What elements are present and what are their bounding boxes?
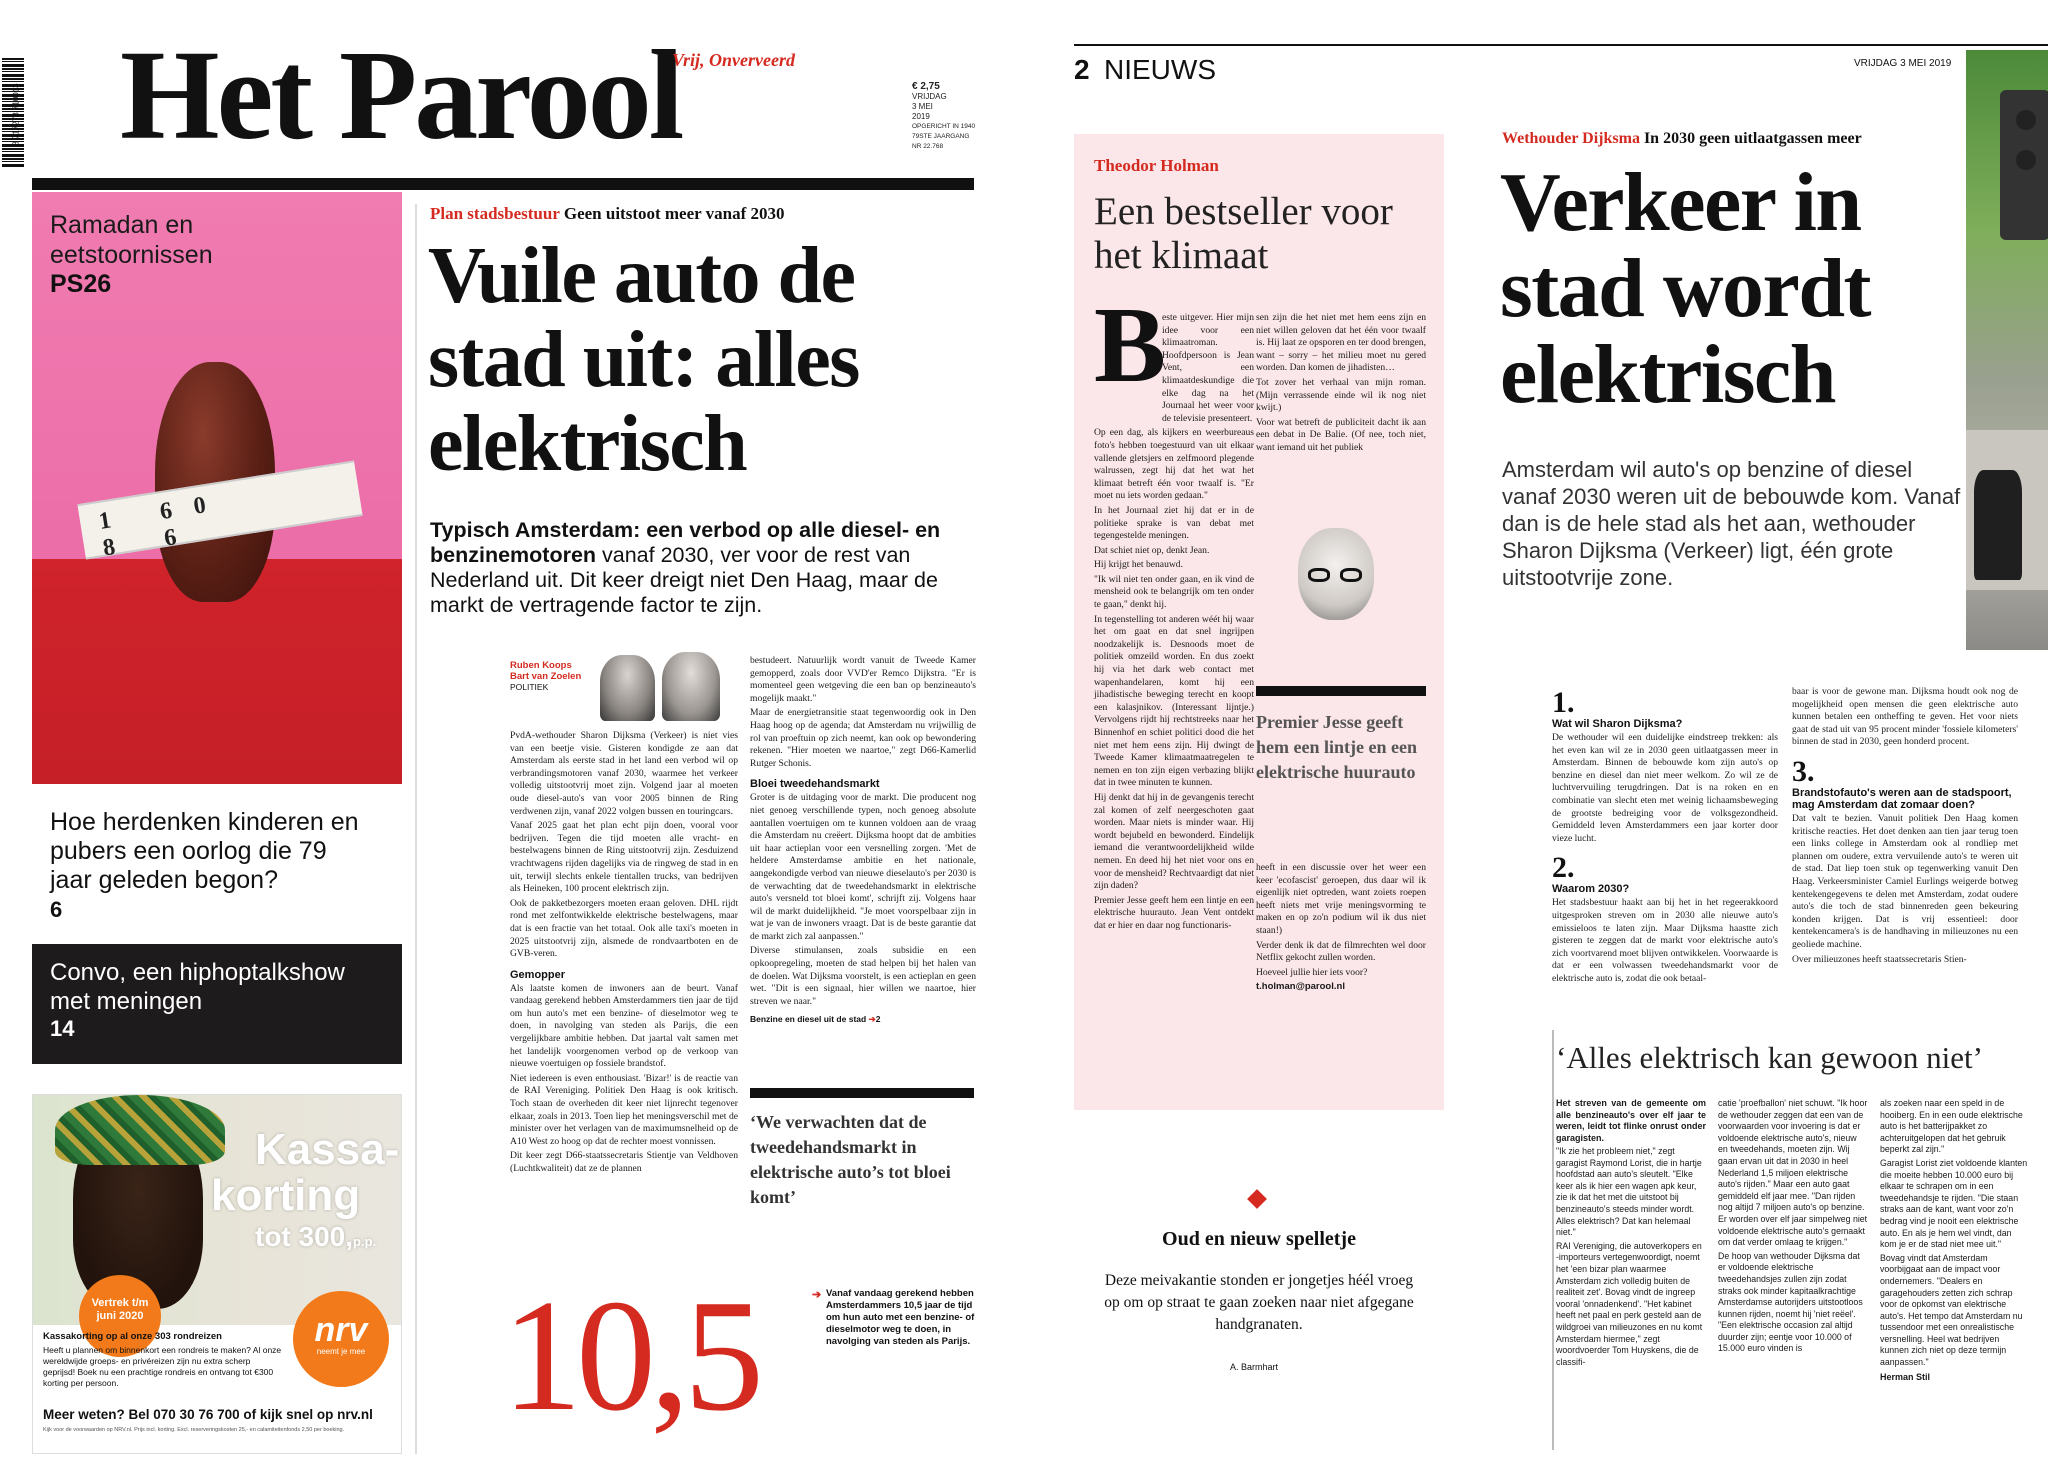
convo-title: Convo, een hiphoptalkshow met meningen: [50, 959, 345, 1015]
column-pullquote: Premier Jesse geeft hem een lintje en een elektrische huurauto: [1256, 712, 1417, 782]
right-kicker-black: In 2030 geen uitlaatgassen meer: [1643, 130, 1862, 147]
column-c1-p9: Premier Jesse geeft hem een lintje en een elektrische huurauto. Jean Vent ontdekt dat er hier en daar nog functionaris-: [1094, 894, 1254, 931]
left-col-1: [510, 730, 738, 1178]
left-lead-bold: Typisch Amsterdam: een verbod op alle diesel- en benzinemotoren: [430, 518, 941, 567]
left-lead-rest: vanaf 2030, ver voor de rest van Nederland uit. Dit keer dreigt niet Den Haag, maar de markt de vertragende factor te zijn.: [430, 543, 938, 617]
ad-big-text-2: korting: [211, 1171, 361, 1220]
big-number: 10,5: [502, 1266, 758, 1444]
issue-founded: OPGERICHT IN 1940: [912, 123, 976, 130]
left-col1-p2: Vanaf 2025 gaat het plan echt pijn doen, vooral voor bedrijven. Tegen die tijd moeten alle vracht- en bestelwagens binnen de Ring uitstootvrij zijn. Zesduizend vrachtwagens rijden dagelijks via de ringweg de stad in en uit, terwijl slechts enkele tientallen trucks, van bedrijven als Heineken, 100 procent elektrisch zijn.: [510, 820, 738, 895]
author-photo-2: [662, 652, 720, 721]
nrv-logo: [293, 1291, 389, 1387]
left-col2-p1: bestudeert. Natuurlijk wordt vanuit de Tweede Kamer gemopperd, zoals door VVD'er Remco Dijkstra. "Er is momenteel geen wetgeving die een ban op benzineauto's mogelijk maakt.": [750, 655, 976, 704]
date-fruit-image: 1 60 8 6: [140, 362, 290, 612]
kinderen-ref: 6: [50, 897, 63, 922]
barcode-number: 8 717278 710013: [11, 83, 21, 146]
masthead-rule: [32, 178, 974, 190]
nrv-ad[interactable]: [32, 1094, 402, 1454]
crossref-page: 2: [875, 1014, 881, 1025]
left-col1-p3: Ook de pakketbezorgers moeten eraan geloven. DHL rijdt rond met zelfontwikkelde elektrische bestelwagens, maar dat is een fractie van het totaal. Ook alle taxi's moeten in 2025 uitstootvrij zijn, alsmede de rondvaartboten en de GVB-veren.: [510, 897, 738, 960]
column-author: Theodor Holman: [1094, 156, 1219, 175]
column-col-1: [1094, 312, 1254, 935]
cartoon-title: Oud en nieuw spelletje: [1162, 1228, 1356, 1250]
a2: Het stadsbestuur haakt aan bij het in het regeerakkoord uitgesproken streven om in 2030 alle nieuwe auto's emissieloos te laten zijn. Maar Dijksma haastte zich gisteren te zeggen dat de markt voor elektrische auto's zich voortvarend moet blijven ontwikkelen. Voorwaarde is dat er een volwassen tweedehandsmarkt voor de elektrische auto is, zodat die ook betaal-: [1552, 897, 1778, 984]
right-kicker: [1502, 130, 1862, 148]
column-c3-p1: heeft in een discussie over het weer een keer 'ecofascist' geroepen, dus daar wil ik eigenlijk niet optreden, want zoiets roepen heeft niets met vrije meningsvorming te maken en op zo'n podium wil ik dus niet staan!): [1256, 862, 1426, 936]
crossref-arrow-icon: ➔: [868, 1014, 876, 1025]
issue-volume: 79STE JAARGANG: [912, 133, 970, 140]
column-headline: Een bestseller voor het klimaat: [1094, 190, 1393, 277]
substory-col-2: [1718, 1098, 1868, 1357]
issue-date: 3 MEI: [912, 102, 933, 111]
issue-info: [912, 82, 982, 152]
column-email[interactable]: t.holman@parool.nl: [1256, 981, 1345, 993]
crossref[interactable]: [750, 1014, 976, 1025]
sub-s6: Garagist Lorist ziet voldoende klanten die moeite hebben 10.000 euro bij elkaar te schrapen om in een tweedehandsje te rijden. "Die staan straks aan de kant, want voor zo'n bedrag vind je nooit een elektrische auto. En als je hem wel vindt, dan kom je er de stad niet mee uit.": [1880, 1157, 2028, 1250]
issue-day: VRIJDAG: [912, 92, 947, 101]
left-col1-p5: Niet iedereen is even enthousiast. 'Bizar!' is de reactie van de RAI Vereniging. Politiek Den Haag is ook kritisch. Toch staan de overheden dit keer niet lijnrecht tegenover elkaar, zoals in 2013. Toen liep het meningsverschil met de minister over het verlagen van de maximumsnelheid op de A10 West zo hoog op dat de rechter moest vonnissen.: [510, 1072, 738, 1147]
sub-s4: De hoop van wethouder Dijksma dat er voldoende elektrische tweedehandsjes zullen zijn zodat straks ook minder kapitaalkrachtige Amsterdamse autorijders uitstootloos kunnen rijden, noemt hij 'niet reëel'. "Een elektrische occasion zal altijd duurder zijn; eentje voor 10.000 of 15.000 euro vinden is: [1718, 1250, 1863, 1354]
cartoon-artist: A. Barmhart: [1230, 1362, 1279, 1372]
a3b: Over milieuzones heeft staatssecretaris Stien-: [1792, 953, 1967, 965]
qa-col-2: [1792, 686, 2018, 968]
nrv-logo-sub: neemt je mee: [316, 1347, 366, 1356]
dropcap: B: [1094, 286, 1167, 405]
right-intro: Amsterdam wil auto's op benzine of diesel vanaf 2030 weren uit de bebouwde kom. Vanaf dan is de hele stad als het aan, wethouder Sharon Dijksma (Verkeer) ligt, één grote uitstootvrije zone.: [1502, 457, 1961, 590]
traffic-photo: [1966, 50, 2048, 650]
issue-year: 2019: [912, 112, 930, 121]
q1-text: Wat wil Sharon Dijksma?: [1552, 718, 1683, 730]
column-col-3: [1256, 862, 1426, 996]
column-c3-p2: Verder denk ik dat de filmrechten wel door Netflix gekocht zullen worden.: [1256, 939, 1426, 964]
left-col1-p1: PvdA-wethouder Sharon Dijksma (Verkeer) is niet vies van een beetje visie. Gisteren kondigde ze aan dat Amsterdam als eerste stad in het land een verbod wil op verbrandingsmotoren vanaf 2030, waarmee het verkeer volledig uitstootvrij moet zijn. Volgend jaar al moeten oude diesel-auto's van voor 2005 binnen de Ring verdwenen zijn, vanaf 2022 volgen bussen en touringcars.: [510, 730, 738, 817]
departure-line-2: juni 2020: [96, 1310, 144, 1322]
left-kicker-red: Plan stadsbestuur: [430, 204, 560, 223]
masthead-slogan: Vrij, Onverveerd: [672, 50, 795, 70]
left-col2-p2: Maar de energietransitie staat tegenwoordig ook in Den Haag hoog op de agenda; dat Amsterdam nu vrijwillig de rol van proeftuin op zich neemt, kan ook op bewondering rekenen. "Hier moeten we naartoe," zegt D66-Kamerlid Rutger Schonis.: [750, 707, 976, 769]
left-pullquote: ‘We verwachten dat de tweedehandsmarkt in elektrische auto’s tot bloei komt’: [750, 1112, 951, 1207]
left-col2-h1: Bloei tweedehandsmarkt: [750, 778, 880, 791]
ad-pp: p.p.: [353, 1234, 377, 1249]
crossref-text: Benzine en diesel uit de stad: [750, 1014, 867, 1025]
byline-section: POLITIEK: [510, 682, 549, 692]
author-2: Bart van Zoelen: [510, 671, 582, 682]
sub-s1: "Ik zie het probleem niet," zegt garagist Raymond Lorist, die in hartje hoofdstad aan auto's sleutelt. "Elke keer als ik hier een wagen apk keur, zie ik dat het met die uitstoot bij benzineauto's steeds minder wordt. Alles elektrisch? Dat kan helemaal niet.": [1556, 1146, 1702, 1238]
big-number-text: Vanaf vandaag gerekend hebben Amsterdammers 10,5 jaar de tijd om hun auto met een benzine- of dieselmotor weg te doen, in navolging van steden als Parijs.: [826, 1288, 975, 1347]
column-c1-p1: este uitgever. Hier mijn idee voor een klimaatroman. Hoofdpersoon is Jean Vent, een klimaatdeskundige die elke dag na het Journaal het weer voor de televisie presenteert.: [1162, 312, 1254, 424]
convo-ref: 14: [50, 1016, 75, 1041]
right-top-rule: [1074, 44, 2048, 46]
masthead-title: Het Parool: [120, 24, 682, 166]
page-date: VRIJDAG 3 MEI 2019: [1854, 58, 1952, 69]
pullquote-rule: [750, 1088, 974, 1098]
ramadan-title: Ramadan en eetstoornissen: [50, 211, 213, 269]
right-headline: Verkeer in stad wordt elektrisch: [1500, 156, 1871, 421]
a1: De wethouder wil een duidelijke eindstreep trekken: als het even kan wil ze in 2030 geen uitlaatgassen meer in Amsterdam. Binnen de bebouwde kom zijn auto's op benzine en diesel dan niet meer welkom. Zo wil ze de luchtvervuiling terugdringen. Dat is na roken en en combinatie van slecht eten met weinig lichaamsbeweging de grootste bedreiging voor de volksgezondheid. Gemiddeld leven Amsterdammers een jaar korter door vieze lucht.: [1552, 732, 1778, 844]
q2-number: 2.: [1552, 851, 1575, 885]
q3: [1792, 754, 2018, 811]
column-c1-p5: Hij krijgt het benauwd.: [1094, 559, 1183, 571]
left-col2-p4: Diverse stimulansen, zoals subsidie en een opkoopregeling, moeten de stad helpen bij het halen van de doelen. Wat Dijksma voorstelt, is een actieplan en geen wet. "Dit is een signaal, hier willen we naartoe, hier streven we naar.": [750, 945, 976, 1007]
q1: [1552, 688, 1778, 730]
sub-lead: Het streven van de gemeente om alle benzineauto's over elf jaar te weren, leidt tot flinke onrust onder garagisten.: [1556, 1098, 1706, 1143]
issue-price: € 2,75: [912, 81, 940, 92]
column-pullquote-rule: [1256, 686, 1426, 696]
left-lead: [430, 518, 970, 618]
substory-col-3: [1880, 1098, 2030, 1385]
sub-s7: Bovag vindt dat Amsterdam voorbijgaat aan de impact voor ondernemers. "Dealers en garagehouders zetten zich schrap voor de opkomst van elektrische auto's. Het tempo dat Amsterdam nu tussendoor met een onrealistische versnelling. Heel wat bedrijven kunnen zich niet op deze termijn aanpassen.": [1880, 1252, 2023, 1368]
ad-amount: tot 300,: [255, 1221, 354, 1252]
left-headline: Vuile auto de stad uit: alles elektrisch: [428, 232, 859, 488]
column-c1-p7: In tegenstelling tot anderen wéét hij waar het om gaat en dat snel ingrijpen noodzakelijk is. Desnoods moet de politiek omzeild worden. En dus zoekt hij via het dark web contact met wapenhandelaren, komt hij een jihadistische beweging terecht en koopt een kalasjnikov. (Interessant lijntje.) Vervolgens rijdt hij rechtstreeks naar het Binnenhof en schiet politici dood die het niet met hem eens zijn. Hij dwingt de Tweede Kamer klimaatmaatregelen te nemen en ton zijn eigen verbazing blijkt dat in twee minuten te kunnen.: [1094, 613, 1254, 789]
columnist-portrait: [1288, 528, 1384, 638]
story-divider: [415, 204, 417, 1454]
right-kicker-red: Wethouder Dijksma: [1502, 130, 1640, 147]
ad-headline: Kassakorting op al onze 303 rondreizen: [43, 1331, 222, 1342]
left-col1-h1: Gemopper: [510, 968, 566, 981]
nrv-logo-text: nrv: [314, 1311, 368, 1349]
column-c2-p3: Voor wat betreft de publiciteit dacht ik aan een debat in De Balie. (Of nee, toch niet, want iemand uit het publiek: [1256, 416, 1426, 453]
q3-number: 3.: [1792, 754, 1815, 788]
a3: Dat valt te bezien. Vanuit politiek Den Haag komen kritische reacties. Het doet denken aan tien jaar terug toen een links college in Amsterdam ook al rondliep met plannen om oudere, extra vervuilende auto's te weren uit de stad. Dat liep toen stuk op tegenwerking vanuit Den Haag. Verkeersminister Camiel Eurlings weigerde botweg kentekengegevens te delen met Amsterdam, zodat oudere auto's die toch de stad binnenreden geen bekeuring konden krijgen. Dat is vrij essentieel: door kentekencamera's is de handhaving in milieuzones nu een geoliede machine.: [1792, 812, 2018, 950]
cartoon-caption: Deze meivakantie stonden er jongetjes héél vroeg op om op straat te gaan zoeken naar niet afgegane handgranaten.: [1104, 1272, 1414, 1333]
substory-headline: ‘Alles elektrisch kan gewoon niet’: [1556, 1040, 1983, 1075]
big-number-arrow-icon: ➔: [812, 1289, 822, 1301]
sub-s3: catie 'proefballon' niet schuwt. "Ik hoor de wethouder zeggen dat een van de voorwaarden voor invoering is dat er voldoende elektrische auto's, nieuw en tweedehands, moeten zijn. Wij gaan ervan uit dat in 2030 in heel Nederland 1,5 miljoen elektrische auto's rijden." Maar een auto gaat gemiddeld elf jaar mee. "Dan rijden nog altijd 7 miljoen auto's op benzine. Er worden over elf jaar simpelweg niet voldoende elektrische auto's gemaakt om dat verder omlaag te krijgen.": [1718, 1098, 1868, 1248]
kinderen-teaser[interactable]: [50, 808, 370, 923]
sub-author: Herman Stil: [1880, 1371, 1931, 1382]
substory-rule: [1552, 1030, 1554, 1450]
q3-text: Brandstofauto's weren aan de stadspoort, mag Amsterdam dat zomaar doen?: [1792, 786, 2012, 811]
ad-fineprint: Kijk voor de voorwaarden op NRV.nl. Prijs incl. korting. Excl. reserveringskosten 25,- en calamiteitenfonds 2,50 per boeking.: [43, 1427, 345, 1433]
ramadan-teaser[interactable]: [32, 192, 402, 784]
q2-text: Waarom 2030?: [1552, 883, 1630, 896]
cartoon-diamond-icon: [1247, 1189, 1267, 1209]
ad-big-text-1: Kassa-: [255, 1125, 400, 1174]
qa-col-1: [1552, 680, 1778, 988]
sub-s2: RAI Vereniging, die autoverkopers en -importeurs vertegenwoordigt, noemt het 'een bizar plan waarmee Amsterdam zich volledig buiten de realiteit zet'. Bovag vindt de ingreep vooral 'onnadenkend'. "Het kabinet heeft net paal en perk gesteld aan de wildgroei van milieuzones en nu komt Amsterdam hiermee," zegt woordvoerder Tom Huyskens, die de classifi-: [1556, 1240, 1703, 1367]
column-c3-p3: Hoeveel jullie hier iets voor?: [1256, 966, 1368, 978]
left-col-2: [750, 655, 976, 1025]
departure-line-1: Vertrek t/m: [91, 1297, 149, 1309]
column-col-2: [1256, 312, 1426, 457]
page-number: 2: [1074, 54, 1090, 85]
substory-col-1: [1556, 1098, 1706, 1370]
left-kicker-black: Geen uitstoot meer vanaf 2030: [563, 204, 785, 223]
issue-number: NR 22.768: [912, 143, 944, 150]
convo-teaser[interactable]: [32, 944, 402, 1064]
left-col1-p4: Als laatste komen de inwoners aan de beurt. Vanaf vandaag gerekend hebben Amsterdammers tien jaar de tijd om hun auto's met een benzine- of dieselmotor weg te doen, in navolging van steden als Parijs, die een vergelijkbare ambitie hebben. Dat jaartal valt samen met het landelijk voorgenomen verbod op de verkoop van nieuwe voertuigen op fossiele brandstof.: [510, 982, 738, 1070]
column-c1-p4: Dat schiet niet op, denkt Jean.: [1094, 544, 1210, 556]
column-c2-p1: sen zijn die het niet met hem eens zijn en niet willen geloven dat het één voor twaalf is. Hij laat ze opsporen en ter dood brengen, want – sorry – het milieu moet nu gered worden. Dan komen de jihadisten…: [1256, 312, 1426, 374]
ad-headwrap: [55, 1095, 225, 1165]
author-1: Ruben Koops: [510, 660, 572, 671]
ad-cta[interactable]: Meer weten? Bel 070 30 76 700 of kijk snel op nrv.nl: [43, 1407, 373, 1422]
author-photo-1: [600, 655, 655, 721]
ad-body: Heeft u plannen om binnenkort een rondreis te maken? Al onze wereldwijde groeps- en privéreizen zijn nu extra scherp geprijsd! Boek nu een prachtige rondreis en ontvang tot €300 korting per persoon.: [43, 1345, 282, 1388]
left-col2-p3: Groter is de uitdaging voor de markt. Die producent nog niet genoeg verschillende typen, noch genoeg absolute aantallen voertuigen om te kunnen voldoen aan de vraag die Amsterdam nu creëert. Dijksma hoopt dat de ambities uit haar actieplan voor een versnelling zorgen. 'Met de heldere Amsterdamse ambitie en het nationale, aangekondigde verbod van nieuwe dieselauto's per 2030 is de verwachting dat de tweedehandsmarkt in elektrische auto's versneld tot bloei komt', schrijft zij. Volgens haar wil de markt duidelijkheid. "Je moet voorspelbaar zijn in wat je van de inwoners vraagt. Dat is de beste garantie dat de markt zich zal aanpassen.": [750, 792, 976, 942]
column-c1-p8: Hij denkt dat hij in de gevangenis terecht zal komen of zelf neergeschoten gaat worden. Maar niets is minder waar. Hij wordt bejubeld en bewonderd. Eindelijk iemand die verantwoordelijkheid wilde nemen. En deed hij het niet voor ons en voor de mensheid? Rechtvaardigt dat niet zijn daden?: [1094, 791, 1254, 892]
column-c2-p2: Tot zover het verhaal van mijn roman. (Mijn verrassende einde wil ik nog niet kwijt.): [1256, 376, 1426, 414]
q2: [1552, 853, 1778, 895]
column-c1-p6: "Ik wil niet ten onder gaan, en ik vind de mensheid ook te belangrijk om ten onder te gaan," denkt hij.: [1094, 573, 1254, 611]
kinderen-title: Hoe herdenken kinderen en pubers een oorlog die 79 jaar geleden begon?: [50, 808, 359, 894]
ramadan-ref: PS26: [50, 270, 112, 298]
left-kicker: [430, 204, 785, 224]
ad-big-text-3: [255, 1221, 376, 1253]
column-c1-p3: In het Journaal ziet hij dat er in de politieke sprake is van debat met tegengestelde meningen.: [1094, 504, 1254, 542]
sub-s5: als zoeken naar een speld in de hooiberg. En in een oude elektrische auto is het batterijpakket zo achteruitgelopen dat het gebruik beperkt zal zijn.": [1880, 1098, 2023, 1155]
column-c1-p2: Op een dag, als kijkers en weerbureaus foto's hebben toegestuurd van uit elkaar vallende gletsjers en zelfmoord plegende walrussen, zegt hij dat het wat het klimaat betreft één voor twaalf is. "Er moet nu iets worden gedaan.": [1094, 427, 1254, 502]
a2b: baar is voor de gewone man. Dijksma houdt ook nog de mogelijkheid open mensen die geen elektrische auto kunnen betalen een ontheffing te geven. Het voor niets gaat de stad uit van 95 procent minder 'fossiele kilometers' binnen de stad in 2030, geen honderd procent.: [1792, 686, 2018, 748]
page-section: NIEUWS: [1104, 54, 1216, 85]
left-col1-p6: Dit keer zegt D66-staatssecretaris Stientje van Veldhoven (Luchtkwaliteit) dat ze de plannen: [510, 1150, 738, 1174]
q1-number: 1.: [1552, 686, 1575, 719]
